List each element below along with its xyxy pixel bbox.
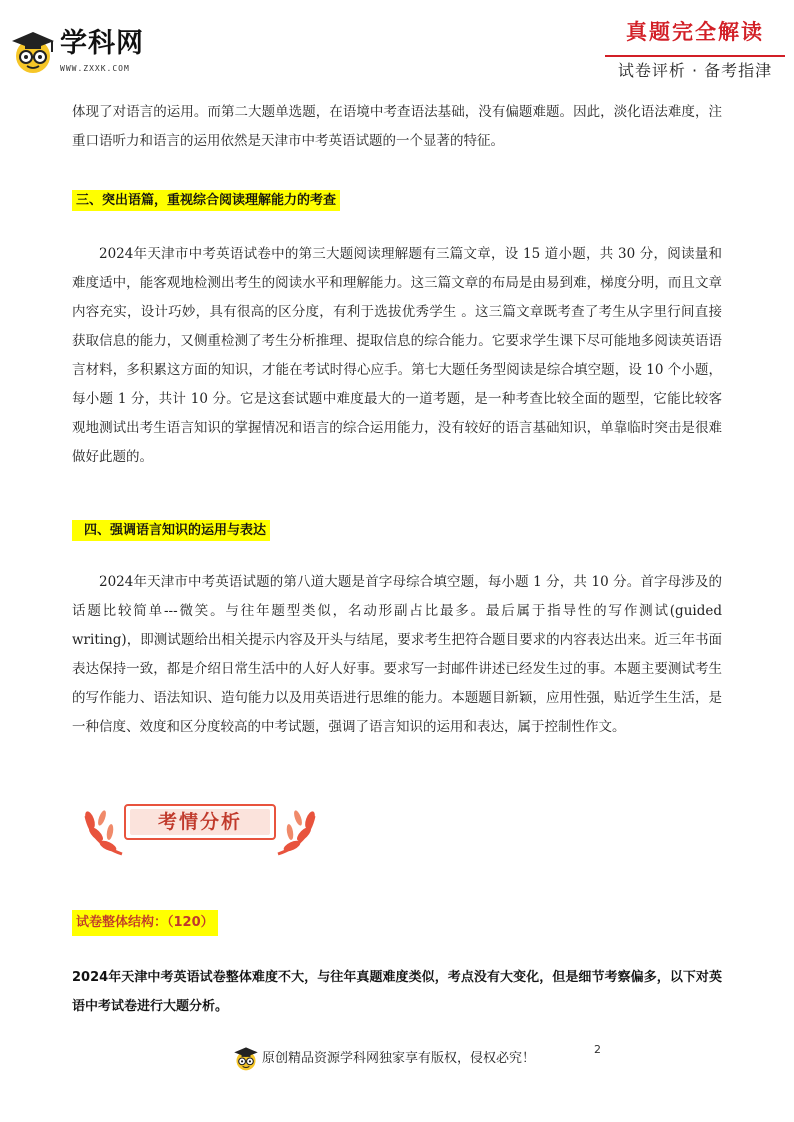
intro-paragraph: 体现了对语言的运用。而第二大题单选题，在语境中考查语法基础，没有偏题难题。因此，淡化语法难度，注重口语听力和语言的运用依然是天津市中考英语试题的一个显著的特征。: [72, 104, 722, 149]
footer: [232, 1043, 572, 1075]
section-3-heading-text: 三、突出语篇，重视综合阅读理解能力的考查: [72, 190, 340, 211]
structure-label: 试卷整体结构：（120）: [72, 910, 218, 936]
copyright-text: 原创精品资源学科网独家享有版权，侵权必究！: [262, 1051, 536, 1066]
site-logo[interactable]: [8, 22, 168, 78]
section-3-paragraph: 2024年天津市中考英语试卷中的第三大题阅读理解题有三篇文章，设 15 道小题，共 30 分，阅读量和难度适中，能客观地检测出考生的阅读水平和理解能力。这三篇文章的布局是由易到难，梯度分明，而且文章内容充实，设计巧妙，具有很高的区分度，有利于选拔优秀学生 。这三篇文章既考查了考生从字里行间直接获取信息的能力，又侧重检测了考生分析推理、提取信息的综合能力。它要求学生课下尽可能地多阅读英语语言材料，多积累这方面的知识，才能在考试时得心应手。第七大题任务型阅读是综合填空题，设 10 个小题，每小题 1 分，共计 10 分。它是这套试题中难度最大的一道考题，是一种考查比较全面的题型，它能比较客观地测试出考生语言知识的掌握情况和语言的综合运用能力，没有较好的语言基础知识，单靠临时突击是很难做好此题的。: [72, 246, 722, 465]
analysis-banner: [80, 796, 320, 868]
banner-label: 考情分析: [157, 811, 242, 833]
summary-paragraph: 2024年天津中考英语试卷整体难度不大，与往年真题难度类似，考点没有大变化，但是细节考察偏多，以下对英语中考试卷进行大题分析。: [72, 970, 722, 1014]
header-subtitle: 试卷评析 · 备考指津: [617, 61, 773, 80]
header-badge: [605, 15, 785, 80]
section-4-paragraph: 2024年天津市中考英语试题的第八道大题是首字母综合填空题，每小题 1 分，共 10 分。首字母涉及的话题比较简单---微笑。与往年题型类似，名动形副占比最多。最后属于指导性的写作测试(guided writing)，即测试题给出相关提示内容及开头与结尾，要求考生把符合题目要求的内容表达出来。近三年书面表达保持一致，都是介绍日常生活中的人好人好事。要求写一封邮件讲述已经发生过的事。本题主要测试考生的写作能力、语法知识、造句能力以及用英语进行思维的能力。本题题目新颖，应用性强，贴近学生生活，是一种信度、效度和区分度较高的中考试题，强调了语言知识的运用和表达，属于控制性作文。: [72, 574, 722, 735]
header-title: 真题完全解读: [626, 19, 764, 44]
section-3-heading: [72, 186, 340, 214]
section-4-heading: [72, 516, 270, 544]
page-number: 2: [594, 1043, 601, 1056]
header-divider: [605, 55, 785, 57]
section-4-heading-text: 四、强调语言知识的运用与表达: [72, 520, 270, 541]
graduate-mascot-icon: [232, 1045, 260, 1071]
logo-url: WWW.ZXXK.COM: [60, 64, 130, 73]
logo-name: 学科网: [60, 28, 144, 59]
graduate-mascot-icon: [8, 28, 58, 74]
